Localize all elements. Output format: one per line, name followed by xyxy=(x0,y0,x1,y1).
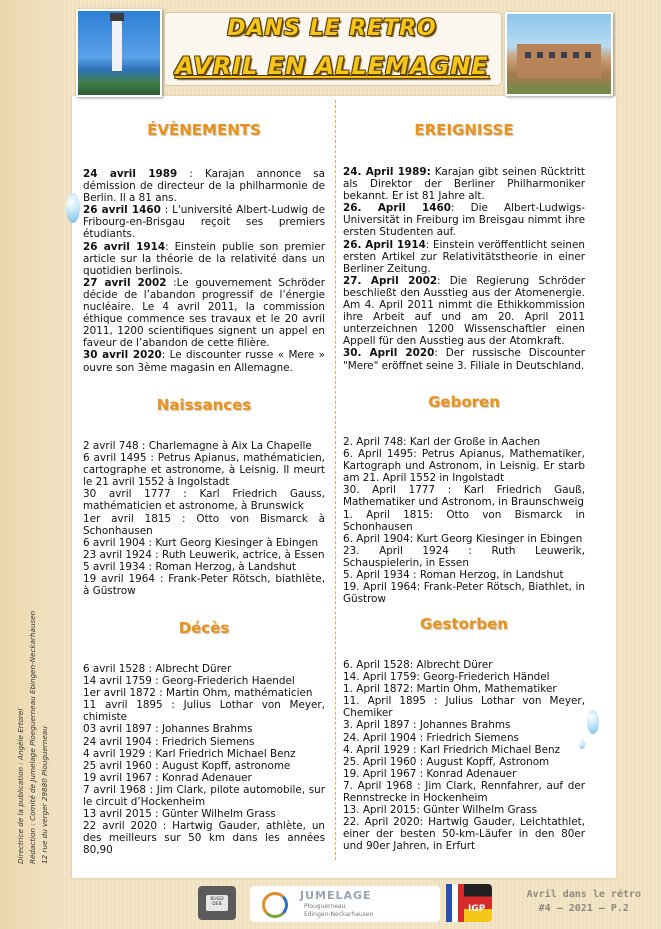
event-item: 26 avril 1914: Einstein publie son premier article sur la théorie de la relativité dans un quotidien berlinois. xyxy=(83,240,325,277)
death-item: 19 avril 1967 : Konrad Adenauer xyxy=(83,771,252,784)
birth-item: 23 avril 1924 : Ruth Leuwerik, actrice, à Essen xyxy=(83,548,325,561)
birth-item: 23. April 1924 : Ruth Leuwerik, Schauspielerin, in Essen xyxy=(343,544,585,569)
event-item: 24 avril 1989 : Karajan annonce sa démission de directeur de la philharmonie de Berlin. Il a 81 ans. xyxy=(83,168,325,205)
birth-item: 6. April 1495: Petrus Apianus, Mathematiker, Kartograph und Astronom, in Leisnig. Er starb am 21. April 1552 in Ingolstadt xyxy=(343,448,585,485)
event-item: 27. April 2002: Die Regierung Schröder beschließt den Ausstieg aus der Atomenergie. Am 4. April 2011 nimmt die Ethikkommission ihre Arbeit auf und am 20. April 2011 unterzeichnen 1200 Wissenschaftler einen Appell für den Ausstieg aus der Atomkraft. xyxy=(343,274,585,348)
association-logo-badge: BUGD DEB xyxy=(206,895,228,911)
birth-item: 19. April 1964: Frank-Peter Rötsch, Biathlet, in Güstrow xyxy=(343,581,585,606)
heading-evenements: ÉVÈNEMENTS xyxy=(147,121,261,139)
death-item: 3. April 1897 : Johannes Brahms xyxy=(343,719,511,732)
death-item: 25. April 1960 : August Kopff, Astronom xyxy=(343,755,550,768)
credit-editorial: Rédaction : Comité de Jumelage Ploeguerneau Ebingen-Neckarhausen xyxy=(28,610,37,864)
death-item: 6 avril 1528 : Albrecht Dürer xyxy=(83,663,232,675)
birth-item: 1. April 1815: Otto von Bismarck in Schonhausen xyxy=(343,508,585,533)
death-item: 22. April 2020: Hartwig Gauder, Leichtathlet, einer der besten 50-km-Läufer in den 80er und 90er Jahren, in Erfurt xyxy=(343,816,585,853)
death-item: 7. April 1968 : Jim Clark, Rennfahrer, auf der Rennstrecke in Hockenheim xyxy=(343,779,585,805)
death-item: 24. April 1904 : Friedrich Siemens xyxy=(343,731,519,744)
flags-logo xyxy=(446,884,492,922)
footer-issue-number: #4 – 2021 – P.2 xyxy=(538,903,629,914)
birth-item: 1er avril 1815 : Otto von Bismarck à Schonhausen xyxy=(83,512,325,537)
heading-gestorben: Gestorben xyxy=(420,615,508,633)
birth-item: 6 avril 1904 : Kurt Georg Kiesinger à Ebingen xyxy=(83,536,319,549)
birth-item: 2 avril 748 : Charlemagne à Aix La Chapelle xyxy=(83,440,312,452)
heading-deces: Décès xyxy=(178,619,230,637)
german-deaths-list xyxy=(343,659,585,853)
title-line-2: AVRIL EN ALLEMAGNE xyxy=(175,52,489,80)
association-logo xyxy=(198,886,236,920)
french-flag-icon xyxy=(446,884,464,922)
jumelage-logo xyxy=(250,886,440,922)
birth-item: 30. April 1777 : Karl Friedrich Gauß, Mathematiker und Astronom, in Braunschweig xyxy=(343,484,585,509)
jumelage-logo-line2: Edingen-Neckarhausen xyxy=(304,911,374,918)
castle-photo xyxy=(505,12,613,96)
event-item: 24. April 1989: Karajan gibt seinen Rücktritt als Direktor der Berliner Philharmoniker bekannt. Er ist 81 Jahre alt. xyxy=(343,166,585,203)
lighthouse-photo xyxy=(76,9,162,97)
castle-shape xyxy=(517,44,601,78)
event-item: 26. April 1914: Einstein veröffentlicht seinen ersten Artikel zur Relativitätstheorie in einer Berliner Zeitung. xyxy=(343,238,585,275)
event-item: 30 avril 2020: Le discounter russe « Mere » ouvre son 3ème magasin en Allemagne. xyxy=(83,349,325,374)
birth-item: 19 avril 1964 : Frank-Peter Rötsch, biathlète, à Güstrow xyxy=(83,573,325,598)
bubble-decoration xyxy=(587,710,599,734)
death-item: 1er avril 1872 : Martin Ohm, mathématicien xyxy=(83,687,313,700)
footer-title: Avril dans le rétro xyxy=(526,889,641,900)
event-item: 26. April 1460: Die Albert-Ludwigs-Universität in Freiburg im Breisgau nimmt ihre ersten Studenten auf. xyxy=(343,202,585,239)
birth-item: 6 avril 1495 : Petrus Apianus, mathématicien, cartographe et astronome, à Leisnig. Il meurt le 21 avril 1552 à Ingolstadt xyxy=(83,452,325,489)
jumelage-rings-icon xyxy=(262,892,288,918)
jumelage-logo-title: JUMELAGE xyxy=(300,889,372,902)
heading-ereignisse: EREIGNISSE xyxy=(414,121,514,139)
birth-item: 6. April 1904: Kurt Georg Kiesinger in Ebingen xyxy=(343,532,583,545)
column-divider xyxy=(335,100,336,860)
death-item: 25 avril 1960 : August Kopff, astronome xyxy=(83,759,291,772)
jumelage-logo-line1: Plouguerneau xyxy=(304,903,346,910)
death-item: 13 avril 2015 : Günter Wilhelm Grass xyxy=(83,808,276,821)
death-item: 22 avril 2020 : Hartwig Gauder, athlète, un des meilleurs sur 50 km dans les années 80,90 xyxy=(83,820,325,857)
birth-item: 5. April 1934 : Roman Herzog, in Landshut xyxy=(343,569,564,582)
bubble-decoration xyxy=(66,193,80,223)
birth-item: 5 avril 1934 : Roman Herzog, à Landshut xyxy=(83,560,296,573)
death-item: 14 avril 1759 : Georg-Friederich Haendel xyxy=(83,675,295,688)
french-events-list xyxy=(83,168,325,374)
event-item: 30. April 2020: Der russische Discounter "Mere" eröffnet seine 3. Filiale in Deutschland. xyxy=(343,347,585,372)
death-item: 24 avril 1904 : Friedrich Siemens xyxy=(83,735,255,748)
lighthouse-shape xyxy=(112,19,122,71)
german-events-list xyxy=(343,166,585,372)
death-item: 11 avril 1895 : Julius Lothar von Meyer, chimiste xyxy=(83,699,325,724)
death-item: 4 avril 1929 : Karl Friedrich Michael Benz xyxy=(83,747,296,760)
death-item: 1. April 1872: Martin Ohm, Mathematiker xyxy=(343,683,557,696)
german-births-list xyxy=(343,436,585,605)
birth-item: 2. April 748: Karl der Große in Aachen xyxy=(343,436,541,448)
event-item: 27 avril 2002 :Le gouvernement Schröder décide de l’abandon progressif de l’énergie nucléaire. Le 4 avril 2011, la commission éthique commence ses travaux et le 20 avril 2011, 1200 scientifiques signent un appel en faveur de l’abandon de cette filière. xyxy=(83,276,325,350)
credit-address: 12 rue du verger 29880 Plouguerneau xyxy=(40,726,49,864)
heading-naissances: Naissances xyxy=(156,396,252,414)
event-item: 26 avril 1460 : L'université Albert-Ludwig de Fribourg-en-Brisgau reçoit ses premiers étudiants. xyxy=(83,204,325,241)
birth-item: 30 avril 1777 : Karl Friedrich Gauss, mathématicien et astronome, à Brunswick xyxy=(83,488,325,513)
death-item: 6. April 1528: Albrecht Dürer xyxy=(343,659,493,671)
death-item: 7 avril 1968 : Jim Clark, pilote automobile, sur le circuit d’Hockenheim xyxy=(83,783,325,809)
credit-director: Directrice de la publication : Angèle Ertorel xyxy=(16,708,25,864)
publication-credits xyxy=(14,602,60,864)
death-item: 11. April 1895 : Julius Lothar von Meyer, Chemiker xyxy=(343,695,585,720)
flags-logo-badge: IGP xyxy=(468,904,486,914)
heading-geboren: Geboren xyxy=(428,393,500,411)
title-line-1: DANS LE RETRO xyxy=(227,16,437,41)
french-deaths-list xyxy=(83,663,325,857)
death-item: 4. April 1929 : Karl Friedrich Michael Benz xyxy=(343,743,561,756)
death-item: 14. April 1759: Georg-Friederich Händel xyxy=(343,671,550,684)
death-item: 19. April 1967 : Konrad Adenauer xyxy=(343,767,517,780)
footer-issue xyxy=(527,888,641,916)
death-item: 03 avril 1897 : Johannes Brahms xyxy=(83,723,253,736)
death-item: 13. April 2015: Günter Wilhelm Grass xyxy=(343,804,538,817)
french-births-list xyxy=(83,440,325,597)
